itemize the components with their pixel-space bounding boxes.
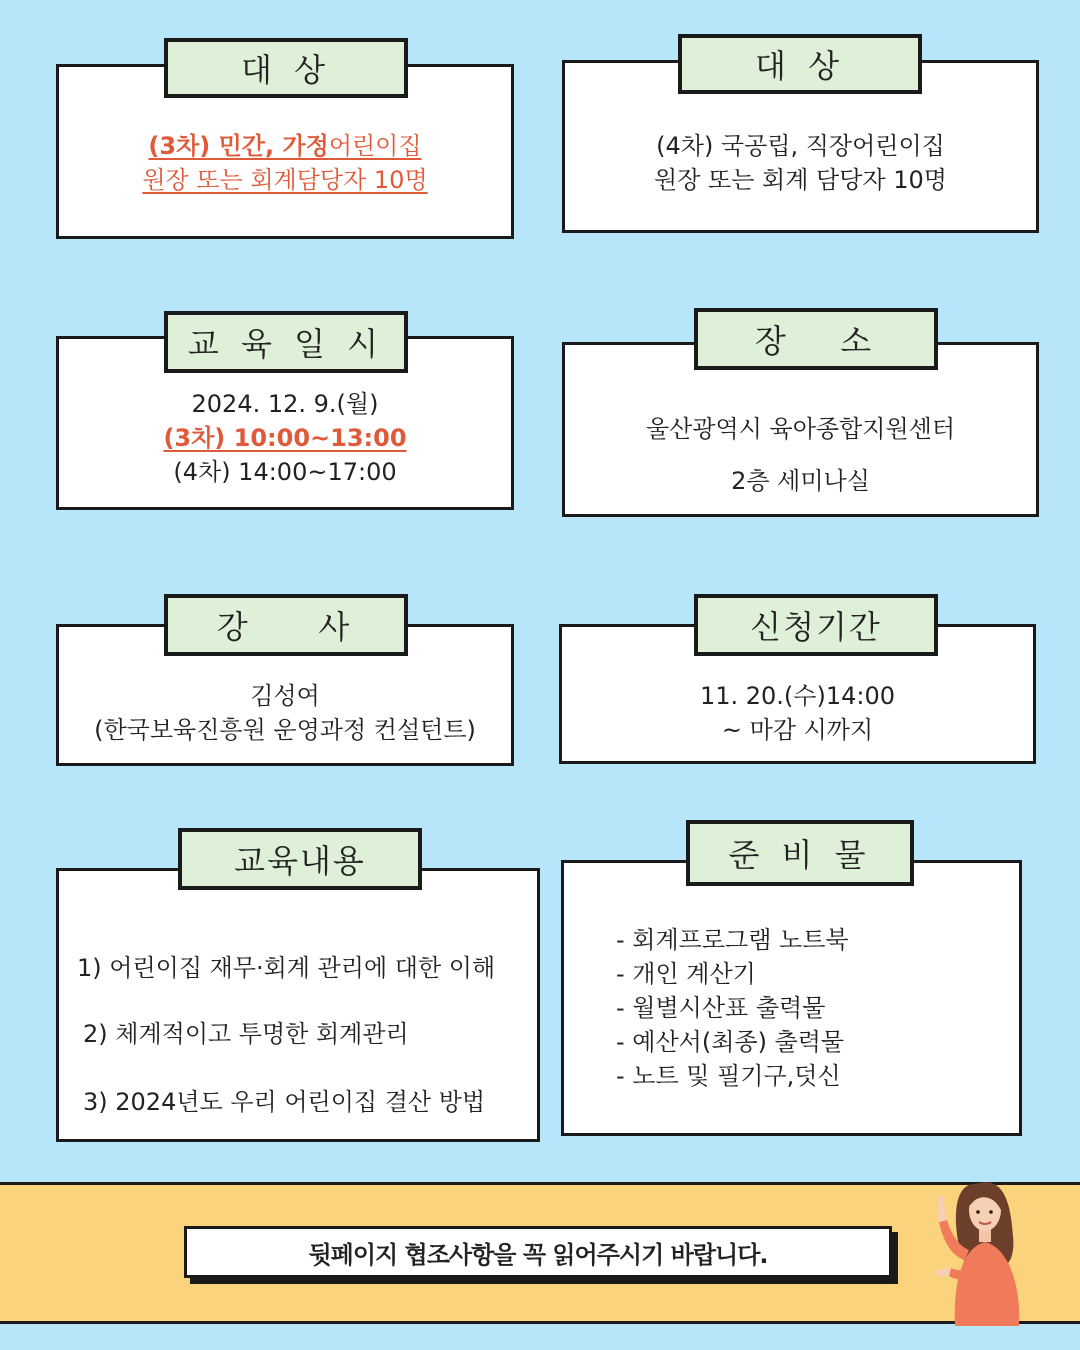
instructor-title: 강 사 — [164, 594, 408, 656]
target-3-title: 대 상 — [164, 38, 408, 98]
schedule-time-3: (3차) 10:00~13:00 — [163, 424, 407, 452]
application-line2: ~ 마감 시까지 — [721, 716, 874, 744]
application-title: 신청기간 — [694, 594, 938, 656]
supplies-list — [616, 923, 849, 1093]
location-line1: 울산광역시 육아종합지원센터 — [645, 415, 956, 443]
contents-item-1: 1) 어린이집 재무·회계 관리에 대한 이해 — [77, 954, 496, 982]
location-line2: 2층 세미나실 — [731, 467, 870, 495]
target-3-line2: 원장 또는 회계담당자 10명 — [142, 166, 428, 194]
location-title: 장 소 — [694, 308, 938, 370]
contents-title: 교육내용 — [178, 828, 422, 890]
supplies-title: 준 비 물 — [686, 820, 914, 886]
instructor-affiliation: (한국보육진흥원 운영과정 컨설턴트) — [94, 716, 476, 744]
footer-notice: 뒷페이지 협조사항을 꼭 읽어주시기 바랍니다. — [184, 1226, 892, 1278]
target-3-line1: (3차) 민간, 가정어린이집 — [148, 132, 422, 160]
application-line1: 11. 20.(수)14:00 — [699, 682, 896, 710]
target-4-title: 대 상 — [678, 34, 922, 94]
supplies-item: - 회계프로그램 노트북 — [616, 926, 849, 954]
target-4-line1: (4차) 국공립, 직장어린이집 — [656, 132, 945, 160]
supplies-item: - 개인 계산기 — [616, 960, 756, 988]
contents-item-2: 2) 체계적이고 투명한 회계관리 — [83, 1020, 409, 1048]
instructor-name: 김성여 — [250, 682, 320, 710]
schedule-time-4: (4차) 14:00~17:00 — [173, 458, 397, 486]
target-4-line2: 원장 또는 회계 담당자 10명 — [654, 166, 947, 194]
contents-item-3: 3) 2024년도 우리 어린이집 결산 방법 — [83, 1088, 486, 1116]
supplies-card — [561, 860, 1022, 1136]
schedule-date: 2024. 12. 9.(월) — [191, 390, 379, 418]
supplies-item: - 노트 및 필기구,덧신 — [616, 1062, 841, 1090]
supplies-item: - 예산서(최종) 출력물 — [616, 1028, 845, 1056]
contents-card — [56, 868, 540, 1142]
schedule-title: 교 육 일 시 — [164, 311, 408, 373]
supplies-item: - 월별시산표 출력물 — [616, 994, 826, 1022]
pointing-woman-illustration — [925, 1176, 1045, 1326]
